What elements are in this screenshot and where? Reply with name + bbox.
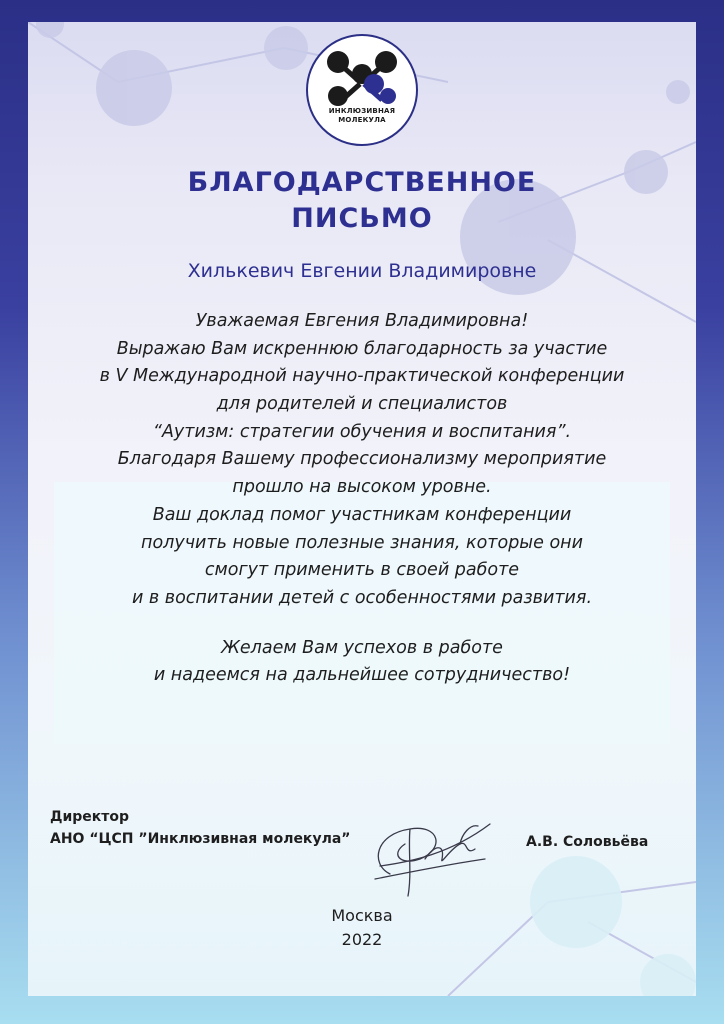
signatory-position: Директор (50, 809, 130, 825)
document-title-line-2: ПИСЬМО (291, 203, 433, 234)
body-line: прошло на высоком уровне. (232, 477, 492, 498)
footer-city: Москва (331, 906, 393, 925)
organization-logo (306, 34, 418, 146)
body-line: в V Международной научно-практической конференции (99, 366, 625, 387)
signatory-organization: АНО “ЦСП ”Инклюзивная молекула” (50, 831, 351, 847)
body-line: Благодаря Вашему профессионализму мероприятие (117, 449, 607, 470)
body-line: Уважаемая Евгения Владимировна! (195, 311, 529, 331)
body-line: получить новые полезные знания, которые они (141, 532, 583, 553)
certificate-sheet (28, 22, 696, 996)
body-line: “Аутизм: стратегии обучения и воспитания”. (152, 421, 572, 442)
logo-text-line-2: МОЛЕКУЛА (338, 116, 386, 124)
signatory-block (50, 806, 350, 850)
signatory-name: А.В. Соловьёва (526, 834, 649, 850)
paragraph-gap (28, 613, 696, 635)
document-title-line-1: БЛАГОДАРСТВЕННОЕ (187, 167, 537, 198)
letter-body (28, 308, 696, 690)
closing-line: Желаем Вам успехов в работе (221, 637, 503, 658)
body-line: Ваш доклад помог участникам конференции (152, 504, 572, 525)
recipient-name: Хилькевич Евгении Владимировне (187, 260, 537, 282)
molecule-logo-icon (308, 36, 416, 144)
body-line: и в воспитании детей с особенностями развития. (131, 587, 593, 608)
handwritten-signature (350, 804, 500, 904)
logo-text-line-1: ИНКЛЮЗИВНАЯ (328, 107, 396, 115)
closing-line: и надеемся на дальнейшее сотрудничество! (153, 665, 571, 686)
body-line: для родителей и специалистов (216, 394, 508, 415)
footer-year: 2022 (341, 930, 383, 949)
footer-place-date (28, 904, 696, 952)
body-line: смогут применить в своей работе (204, 560, 520, 581)
body-line: Выражаю Вам искреннюю благодарность за участие (116, 338, 608, 359)
